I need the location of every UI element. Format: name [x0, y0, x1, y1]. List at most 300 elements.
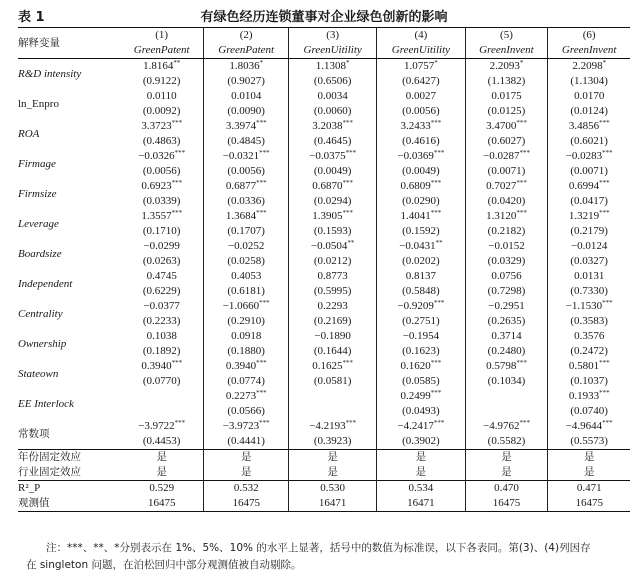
cell	[120, 179, 204, 194]
significance-stars: ***	[599, 179, 610, 187]
cell	[377, 179, 465, 194]
coefficient: 3.2433	[400, 120, 431, 132]
coefficient: −1.0660	[222, 300, 260, 312]
cell	[289, 269, 377, 284]
cell: 是	[465, 450, 548, 466]
dependent-variable: GreenInvent	[465, 43, 548, 59]
standard-error: (0.0056)	[377, 104, 465, 119]
cell	[465, 239, 548, 254]
significance-stars: ***	[602, 299, 613, 307]
coefficient: −4.9644	[565, 420, 603, 432]
row-label: Leverage	[18, 217, 59, 230]
coefficient: 0.2273	[225, 390, 257, 402]
standard-error: (0.0294)	[289, 194, 377, 209]
cell	[204, 239, 289, 254]
row-label: Centrality	[18, 307, 63, 320]
standard-error: (0.0585)	[377, 374, 465, 389]
dependent-variable: GreenInvent	[548, 43, 630, 59]
cell	[377, 269, 465, 284]
coefficient: 0.3940	[141, 360, 172, 372]
coefficient: −0.0321	[222, 150, 260, 162]
cell	[465, 119, 548, 134]
cell	[289, 299, 377, 314]
row-label: 年份固定效应	[18, 450, 120, 466]
variable-row-coef	[18, 119, 630, 134]
cell	[289, 419, 377, 434]
significance-stars: ***	[259, 299, 270, 307]
cell	[377, 419, 465, 434]
significance-stars: ***	[342, 359, 354, 367]
significance-stars: ***	[256, 179, 267, 187]
significance-stars: ***	[433, 419, 445, 427]
cell	[548, 419, 630, 434]
standard-error: (0.0493)	[377, 404, 465, 419]
cell	[120, 389, 204, 404]
standard-error: (0.0060)	[289, 104, 377, 119]
cell	[465, 329, 548, 344]
standard-error: (0.2233)	[142, 315, 181, 327]
coefficient: 1.3120	[486, 210, 517, 222]
cell	[289, 389, 377, 404]
standard-error: (0.0336)	[204, 194, 289, 209]
statistic-row	[18, 496, 630, 512]
standard-error: (0.6021)	[548, 134, 630, 149]
variable-row-coef	[18, 89, 630, 104]
cell	[548, 359, 630, 374]
significance-stars: *	[434, 59, 438, 67]
significance-stars: ***	[171, 179, 183, 187]
significance-stars: ***	[430, 209, 442, 217]
coefficient: 0.0918	[231, 330, 262, 342]
row-label: Stateown	[18, 367, 59, 380]
standard-error: (0.1623)	[377, 344, 465, 359]
coefficient: 0.8773	[317, 270, 348, 282]
standard-error: (1.1382)	[465, 74, 548, 89]
variable-row-coef	[18, 59, 630, 75]
statistic-row	[18, 481, 630, 497]
variable-row-coef	[18, 209, 630, 224]
significance-stars: ***	[342, 209, 354, 217]
cell: 16475	[465, 496, 548, 512]
cell	[548, 59, 630, 75]
cell	[465, 299, 548, 314]
cell: 是	[156, 466, 167, 478]
standard-error: (0.0125)	[465, 104, 548, 119]
coefficient: 0.6870	[312, 180, 343, 192]
significance-stars: ***	[256, 389, 267, 397]
significance-stars: *	[259, 59, 264, 67]
coefficient: 0.8137	[405, 270, 437, 282]
coefficient: 0.0034	[317, 90, 348, 102]
cell	[377, 329, 465, 344]
cell	[120, 209, 204, 224]
standard-error: (0.4616)	[377, 134, 465, 149]
table-note	[26, 540, 630, 574]
coefficient: −1.1530	[565, 300, 603, 312]
coefficient: −0.1890	[314, 330, 351, 342]
dependent-variable: GreenUitility	[289, 43, 377, 59]
cell	[204, 209, 289, 224]
significance-stars: ***	[345, 419, 357, 427]
coefficient: 1.3219	[568, 210, 600, 222]
table-caption	[18, 6, 630, 24]
coefficient: 1.3557	[141, 210, 172, 222]
significance-stars: ***	[256, 209, 267, 217]
standard-error: (0.0056)	[204, 164, 289, 179]
column-number: (6)	[548, 28, 630, 44]
significance-stars: ***	[342, 119, 354, 127]
standard-error: (0.0092)	[142, 105, 181, 117]
standard-error: (0.0740)	[548, 404, 630, 419]
cell: 是	[289, 450, 377, 466]
coefficient: −4.9762	[482, 420, 520, 432]
column-number: (1)	[120, 28, 204, 44]
coefficient: 1.3905	[312, 210, 343, 222]
significance-stars: ***	[345, 149, 357, 157]
cell	[548, 149, 630, 164]
significance-stars: ***	[433, 299, 445, 307]
header-row-columns	[18, 28, 630, 44]
standard-error: (0.5582)	[465, 434, 548, 450]
significance-stars: *	[346, 59, 350, 67]
standard-error: (0.1707)	[204, 224, 289, 239]
cell	[289, 359, 377, 374]
significance-stars: ***	[171, 209, 183, 217]
coefficient: 0.6923	[141, 180, 172, 192]
cell: 是	[204, 465, 289, 481]
cell: 16475	[120, 496, 204, 512]
significance-stars: ***	[433, 149, 445, 157]
cell	[548, 179, 630, 194]
standard-error: (0.2751)	[377, 314, 465, 329]
regression-table	[18, 27, 630, 512]
standard-error: (0.6506)	[289, 74, 377, 89]
dependent-variable: GreenUitility	[377, 43, 465, 59]
cell	[465, 59, 548, 75]
cell	[465, 389, 548, 404]
row-label: Boardsize	[18, 247, 62, 260]
cell	[548, 239, 630, 254]
cell	[120, 59, 204, 75]
cell	[204, 389, 289, 404]
fixed-effect-row	[18, 450, 630, 466]
standard-error: (0.0770)	[142, 375, 181, 387]
standard-error: (0.1644)	[289, 344, 377, 359]
cell	[377, 389, 465, 404]
significance-stars: ***	[519, 149, 530, 157]
cell	[465, 209, 548, 224]
standard-error: (0.0774)	[204, 374, 289, 389]
fixed-effect-row	[18, 465, 630, 481]
standard-error: (0.0581)	[289, 374, 377, 389]
cell	[289, 59, 377, 75]
cell: 16471	[377, 496, 465, 512]
significance-stars: ***	[430, 359, 442, 367]
coefficient: −3.9722	[138, 420, 175, 432]
standard-error: (0.2910)	[204, 314, 289, 329]
coefficient: 3.4700	[486, 120, 517, 132]
cell: 16475	[548, 496, 630, 512]
cell	[548, 89, 630, 104]
variable-row-coef	[18, 299, 630, 314]
significance-stars: ***	[602, 149, 613, 157]
row-label: 行业固定效应	[18, 466, 81, 478]
cell: 16475	[204, 496, 289, 512]
standard-error: (0.0071)	[548, 164, 630, 179]
coefficient: 0.0110	[146, 90, 177, 102]
standard-error: (0.4863)	[142, 135, 181, 147]
variable-row-coef	[18, 389, 630, 404]
standard-error: (0.6427)	[377, 74, 465, 89]
significance-stars: ***	[516, 359, 527, 367]
cell	[204, 359, 289, 374]
cell	[289, 329, 377, 344]
coefficient: 0.7027	[486, 180, 517, 192]
significance-stars: ***	[342, 179, 354, 187]
cell	[548, 119, 630, 134]
standard-error: (0.0290)	[377, 194, 465, 209]
significance-stars: ***	[430, 119, 442, 127]
cell	[465, 179, 548, 194]
cell	[289, 89, 377, 104]
cell: 0.529	[120, 481, 204, 497]
standard-error: (0.9122)	[142, 75, 181, 87]
coefficient: 0.3714	[491, 330, 522, 342]
significance-stars: ***	[430, 179, 442, 187]
coefficient: 0.3940	[225, 360, 257, 372]
cell	[377, 359, 465, 374]
cell	[548, 389, 630, 404]
significance-stars: ***	[430, 389, 442, 397]
coefficient: 3.4856	[568, 120, 600, 132]
standard-error: (0.0056)	[142, 165, 181, 177]
coefficient: −0.0287	[482, 150, 520, 162]
note-line-1: 注：***、**、*分别表示在 1%、5%、10% 的水平上显著，括号中的数值为标准误，以下各表同。第(3)、(4)列因存	[46, 542, 591, 554]
coefficient: 1.3684	[225, 210, 257, 222]
row-label: 观测值	[18, 496, 120, 512]
cell	[289, 179, 377, 194]
significance-stars: ***	[519, 419, 530, 427]
cell: 是	[548, 450, 630, 466]
significance-stars: ***	[174, 419, 186, 427]
significance-stars: **	[435, 239, 443, 247]
cell	[377, 59, 465, 75]
standard-error: (0.4453)	[142, 435, 181, 447]
standard-error: (0.0090)	[204, 104, 289, 119]
significance-stars: ***	[599, 209, 610, 217]
dependent-variable: GreenPatent	[120, 43, 204, 59]
variable-row-coef	[18, 179, 630, 194]
cell	[377, 89, 465, 104]
coefficient: −0.0375	[309, 150, 346, 162]
cell	[548, 269, 630, 284]
note-line-2: 在 singleton 问题，在泊松回归中部分观测值被自动剔除。	[26, 559, 302, 571]
coefficient: 0.0756	[491, 270, 522, 282]
row-label: R&D intensity	[18, 67, 82, 80]
coefficient: 0.4053	[231, 270, 262, 282]
coefficient: 2.2093	[489, 60, 520, 72]
cell: 16471	[289, 496, 377, 512]
coefficient: 0.1625	[312, 360, 343, 372]
cell: 是	[120, 450, 204, 466]
coefficient: 1.1308	[315, 60, 347, 72]
dependent-variable: GreenPatent	[204, 43, 289, 59]
significance-stars: ***	[256, 119, 267, 127]
standard-error: (0.0417)	[548, 194, 630, 209]
coefficient: −4.2417	[397, 420, 434, 432]
significance-stars: ***	[599, 389, 610, 397]
column-number: (5)	[465, 28, 548, 44]
significance-stars: ***	[171, 119, 183, 127]
coefficient: −0.0124	[570, 240, 608, 252]
significance-stars: ***	[599, 359, 610, 367]
cell	[120, 149, 204, 164]
cell	[465, 149, 548, 164]
cell: 是	[377, 450, 465, 466]
coefficient: −0.1954	[402, 330, 440, 342]
cell	[120, 419, 204, 434]
cell: 0.532	[204, 481, 289, 497]
cell: 0.470	[465, 481, 548, 497]
standard-error: (0.1593)	[289, 224, 377, 239]
coefficient: −0.9209	[397, 300, 434, 312]
standard-error: (0.0049)	[377, 164, 465, 179]
cell	[465, 269, 548, 284]
column-number: (4)	[377, 28, 465, 44]
cell	[465, 419, 548, 434]
standard-error: (0.0202)	[377, 254, 465, 269]
significance-stars: **	[173, 59, 181, 67]
standard-error: (0.2179)	[548, 224, 630, 239]
coefficient: −0.2951	[488, 300, 525, 312]
coefficient: −0.0252	[227, 240, 265, 252]
cell	[204, 89, 289, 104]
cell	[120, 119, 204, 134]
row-label: Independent	[18, 277, 73, 290]
cell	[120, 269, 204, 284]
standard-error: (0.0329)	[465, 254, 548, 269]
table-label: 表 1	[18, 10, 45, 25]
coefficient: 0.1620	[400, 360, 431, 372]
standard-error: (0.0124)	[548, 104, 630, 119]
cell: 0.530	[289, 481, 377, 497]
variable-row-coef	[18, 419, 630, 434]
coefficient: 0.6809	[400, 180, 431, 192]
coefficient: −3.9723	[222, 420, 260, 432]
cell	[120, 329, 204, 344]
standard-error: (0.3902)	[377, 434, 465, 450]
standard-error: (0.2472)	[548, 344, 630, 359]
cell	[120, 89, 204, 104]
row-label: ln_Enpro	[18, 97, 59, 110]
standard-error: (0.4845)	[204, 134, 289, 149]
cell	[289, 209, 377, 224]
column-number: (2)	[204, 28, 289, 44]
coefficient: 0.4745	[146, 270, 177, 282]
cell	[377, 149, 465, 164]
cell	[377, 299, 465, 314]
coefficient: −0.0369	[397, 150, 434, 162]
cell	[377, 119, 465, 134]
coefficient: 0.6877	[225, 180, 257, 192]
significance-stars: ***	[602, 419, 613, 427]
significance-stars: ***	[259, 419, 270, 427]
coefficient: −0.0431	[399, 240, 436, 252]
significance-stars: ***	[516, 209, 527, 217]
coefficient: 1.4041	[400, 210, 431, 222]
variable-row-coef	[18, 239, 630, 254]
coefficient: 0.2293	[317, 300, 348, 312]
coefficient: 0.1933	[568, 390, 600, 402]
cell	[548, 329, 630, 344]
coefficient: 0.5798	[486, 360, 517, 372]
cell: 是	[204, 450, 289, 466]
cell	[120, 239, 204, 254]
cell	[120, 299, 204, 314]
standard-error: (0.2182)	[465, 224, 548, 239]
standard-error: (0.1710)	[142, 225, 181, 237]
standard-error: (0.4441)	[204, 434, 289, 450]
coefficient: −0.0283	[565, 150, 603, 162]
standard-error: (0.0071)	[465, 164, 548, 179]
cell	[204, 299, 289, 314]
standard-error: (0.1892)	[142, 345, 181, 357]
row-label: Ownership	[18, 337, 67, 350]
coefficient: 0.0175	[491, 90, 522, 102]
standard-error: (0.6229)	[142, 285, 181, 297]
coefficient: 0.0131	[574, 270, 605, 282]
coefficient: −0.0326	[138, 150, 175, 162]
cell	[204, 179, 289, 194]
significance-stars: ***	[516, 179, 527, 187]
coefficient: 2.2098	[572, 60, 603, 72]
coefficient: 1.0757	[404, 60, 435, 72]
coefficient: 0.1038	[146, 330, 177, 342]
cell	[289, 119, 377, 134]
variable-row-coef	[18, 149, 630, 164]
significance-stars: *	[519, 59, 524, 67]
row-label: 常数项	[18, 427, 50, 440]
coefficient: 0.0027	[405, 90, 437, 102]
cell: 是	[289, 465, 377, 481]
significance-stars: ***	[174, 149, 186, 157]
coefficient: −0.0299	[143, 240, 180, 252]
cell	[465, 89, 548, 104]
coefficient: −0.0377	[143, 300, 180, 312]
variable-row-coef	[18, 269, 630, 284]
coefficient: 0.2499	[400, 390, 431, 402]
cell	[548, 209, 630, 224]
standard-error: (0.0258)	[204, 254, 289, 269]
significance-stars: ***	[171, 359, 183, 367]
cell	[204, 59, 289, 75]
standard-error: (0.0212)	[289, 254, 377, 269]
coefficient: 0.0170	[574, 90, 605, 102]
standard-error: (0.2635)	[465, 314, 548, 329]
cell	[377, 209, 465, 224]
row-label: 解释变量	[18, 28, 120, 59]
significance-stars: ***	[516, 119, 527, 127]
coefficient: 1.8036	[229, 60, 260, 72]
row-label: EE Interlock	[18, 397, 74, 410]
coefficient: 0.6994	[568, 180, 600, 192]
row-label: Firmsize	[18, 187, 57, 200]
standard-error: (0.6181)	[204, 284, 289, 299]
significance-stars: ***	[259, 149, 270, 157]
standard-error: (1.1304)	[548, 74, 630, 89]
coefficient: 3.2038	[312, 120, 343, 132]
standard-error: (0.0566)	[204, 404, 289, 419]
